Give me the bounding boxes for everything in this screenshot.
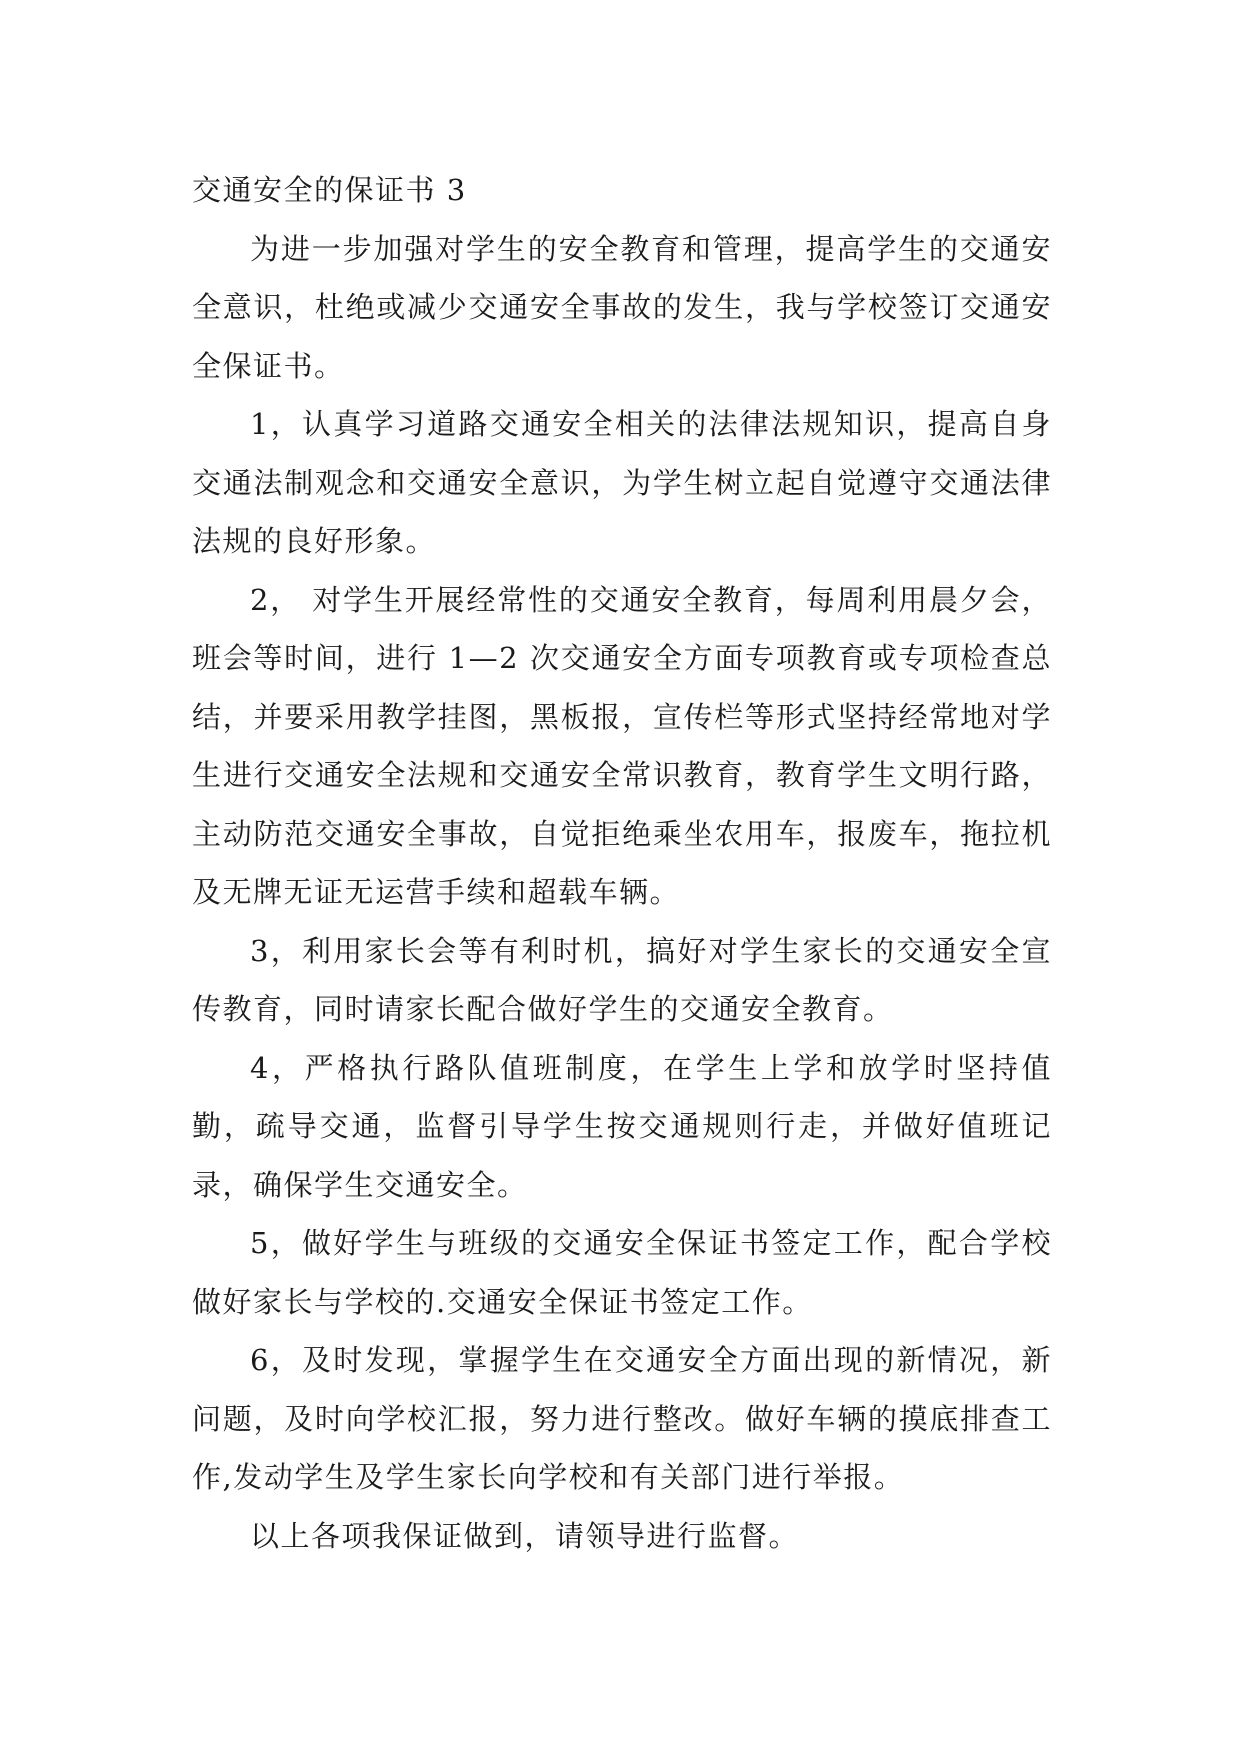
clause-6-paragraph: 6，及时发现，掌握学生在交通安全方面出现的新情况，新问题，及时向学校汇报，努力进行整改。做好车辆的摸底排查工作,发动学生及学生家长向学校和有关部门进行举报。 <box>192 1343 1052 1494</box>
clause-2-paragraph: 2， 对学生开展经常性的交通安全教育，每周利用晨夕会，班会等时间，进行 1—2 次交通安全方面专项教育或专项检查总结，并要采用教学挂图，黑板报，宣传栏等形式坚持经常地对学生进行交通安全法规和交通安全常识教育，教育学生文明行路，主动防范交通安全事故，自觉拒绝乘坐农用车，报废车，拖拉机及无牌无证无运营手续和超载车辆。 <box>192 582 1052 909</box>
clause-5-paragraph: 5，做好学生与班级的交通安全保证书签定工作，配合学校做好家长与学校的.交通安全保证书签定工作。 <box>192 1226 1052 1319</box>
document-body <box>192 161 1052 1565</box>
clause-4-paragraph: 4，严格执行路队值班制度，在学生上学和放学时坚持值勤，疏导交通，监督引导学生按交通规则行走，并做好值班记录，确保学生交通安全。 <box>192 1050 1052 1202</box>
clause-1-paragraph: 1，认真学习道路交通安全相关的法律法规知识，提高自身交通法制观念和交通安全意识，为学生树立起自觉遵守交通法律法规的良好形象。 <box>192 407 1052 558</box>
clause-3-paragraph: 3，利用家长会等有利时机，搞好对学生家长的交通安全宣传教育，同时请家长配合做好学生的交通安全教育。 <box>192 933 1052 1026</box>
intro-paragraph: 为进一步加强对学生的安全教育和管理，提高学生的交通安全意识，杜绝或减少交通安全事故的发生，我与学校签订交通安全保证书。 <box>192 231 1052 383</box>
closing-paragraph: 以上各项我保证做到，请领导进行监督。 <box>250 1518 800 1553</box>
document-title: 交通安全的保证书 3 <box>192 173 467 207</box>
